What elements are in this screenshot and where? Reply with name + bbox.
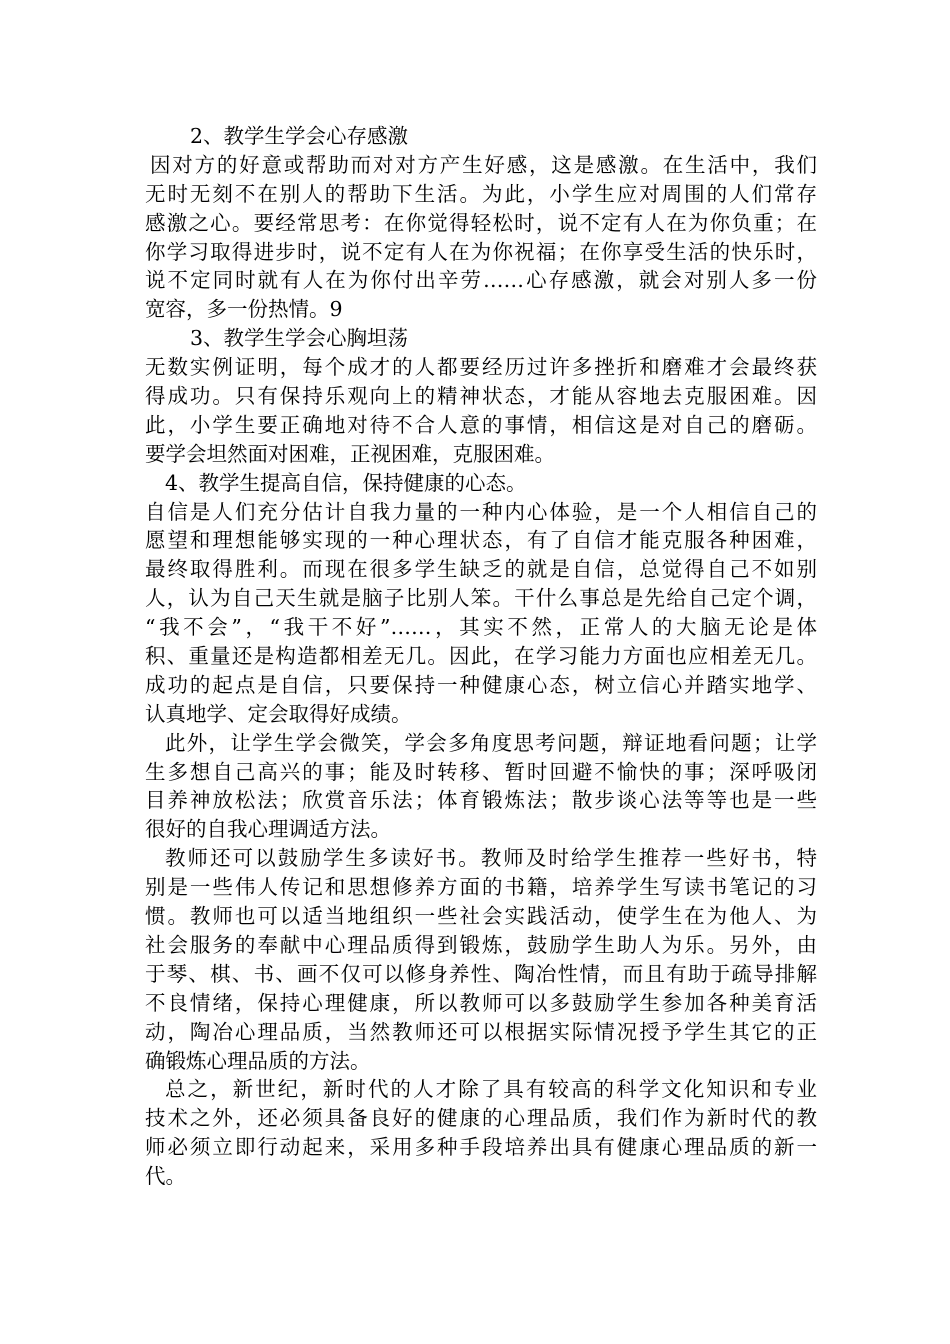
text-line: 无时无刻不在别人的帮助下生活。为此，小学生应对周围的人们常存 [145, 181, 817, 206]
text-line: 说不定同时就有人在为你付出辛劳……心存感激，就会对别人多一份 [145, 268, 817, 293]
text-line: 无数实例证明，每个成才的人都要经历过许多挫折和磨难才会最终获 [145, 355, 817, 380]
text-line: 因对方的好意或帮助而对对方产生好感，这是感激。在生活中，我们 [150, 152, 817, 177]
text-line: 惯。教师也可以适当地组织一些社会实践活动，使学生在为他人、为 [145, 904, 817, 929]
paragraph-first-line: 此外，让学生学会微笑，学会多角度思考问题，辩证地看问题；让学 [165, 730, 817, 755]
text-line: 技术之外，还必须具备良好的健康的心理品质，我们作为新时代的教 [145, 1106, 817, 1131]
text-line: 师必须立即行动起来，采用多种手段培养出具有健康心理品质的新一 [145, 1135, 817, 1160]
text-line: 认真地学、定会取得好成绩。 [145, 701, 412, 726]
text-line: 积、重量还是构造都相差无几。因此，在学习能力方面也应相差无几。 [145, 644, 817, 669]
paragraph-first-line: 教师还可以鼓励学生多读好书。教师及时给学生推荐一些好书，特 [165, 846, 817, 871]
text-line: 于琴、棋、书、画不仅可以修身养性、陶冶性情，而且有助于疏导排解 [145, 961, 817, 986]
text-line: 社会服务的奉献中心理品质得到锻炼，鼓励学生助人为乐。另外，由 [145, 932, 817, 957]
text-line: 确锻炼心理品质的方法。 [145, 1048, 371, 1073]
text-line: 得成功。只有保持乐观向上的精神状态，才能从容地去克服困难。因 [145, 384, 817, 409]
text-line: 动，陶冶心理品质，当然教师还可以根据实际情况授予学生其它的正 [145, 1019, 817, 1044]
paragraph-first-line: 总之，新世纪，新时代的人才除了具有较高的科学文化知识和专业 [165, 1077, 817, 1102]
text-line: 目养神放松法；欣赏音乐法；体育锻炼法；散步谈心法等等也是一些 [145, 788, 817, 813]
heading-2: 2、教学生学会心存感激 [190, 124, 409, 148]
text-line: 愿望和理想能够实现的一种心理状态，有了自信才能克服各种困难， [145, 528, 817, 553]
text-line: 感激之心。要经常思考：在你觉得轻松时，说不定有人在为你负重；在 [145, 210, 817, 235]
text-line: 自信是人们充分估计自我力量的一种内心体验，是一个人相信自己的 [145, 499, 817, 524]
heading-4: 4、教学生提高自信，保持健康的心态。 [165, 470, 527, 495]
text-line: 你学习取得进步时，说不定有人在为你祝福；在你享受生活的快乐时， [145, 239, 817, 264]
text-line: 代。 [145, 1164, 186, 1189]
text-line: 不良情绪，保持心理健康，所以教师可以多鼓励学生参加各种美育活 [145, 990, 817, 1015]
text-line: 此，小学生要正确地对待不合人意的事情，相信这是对自己的磨砺。 [145, 412, 817, 437]
text-line: 人，认为自己天生就是脑子比别人笨。干什么事总是先给自己定个调， [145, 586, 817, 611]
text-line: 别是一些伟人传记和思想修养方面的书籍，培养学生写读书笔记的习 [145, 875, 817, 900]
document-page [145, 122, 817, 1191]
text-line: 生多想自己高兴的事；能及时转移、暂时回避不愉快的事；深呼吸闭 [145, 759, 817, 784]
text-line: “我不会”，“我干不好”……，其实不然，正常人的大脑无论是体 [145, 615, 817, 640]
text-line: 宽容，多一份热情。9 [145, 297, 343, 322]
heading-3: 3、教学生学会心胸坦荡 [190, 326, 409, 351]
text-line: 最终取得胜利。而现在很多学生缺乏的就是自信，总觉得自己不如别 [145, 557, 817, 582]
text-line: 要学会坦然面对困难，正视困难，克服困难。 [145, 441, 555, 466]
text-line: 成功的起点是自信，只要保持一种健康心态，树立信心并踏实地学、 [145, 672, 817, 697]
text-line: 很好的自我心理调适方法。 [145, 817, 391, 842]
